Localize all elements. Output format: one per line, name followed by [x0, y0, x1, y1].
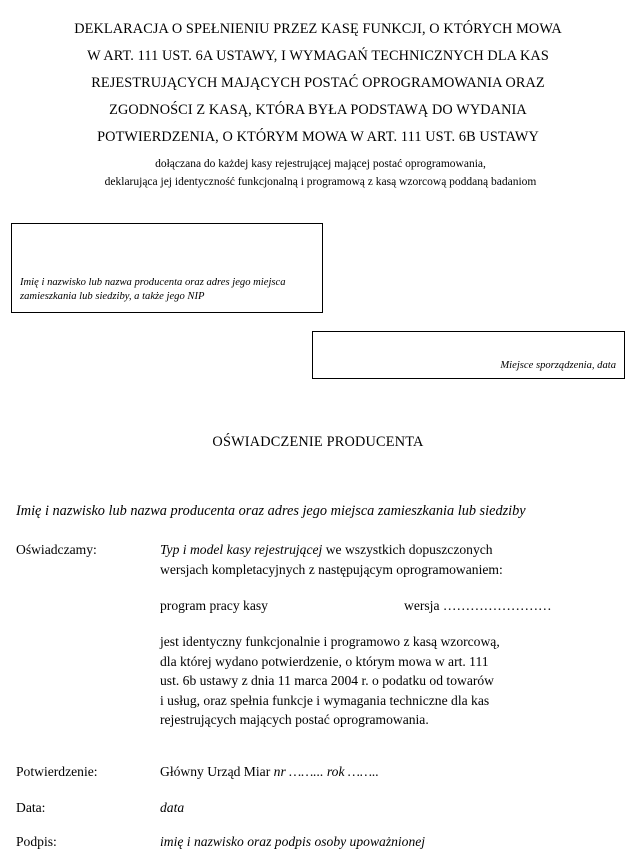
program-row — [16, 596, 620, 616]
declaration-rest: we wszystkich dopuszczonych — [322, 542, 493, 557]
place-date-box-text: Miejsce sporządzenia, data — [500, 360, 616, 371]
producer-info-box-text: Imię i nazwisko lub nazwa producenta oraz adres jego miejsca zamieszkania lub siedziby, a także jego NIP — [20, 277, 286, 302]
identical-paragraph — [160, 632, 620, 730]
program-grid — [160, 596, 620, 616]
subtitle-line-2: deklarująca jej identyczność funkcjonalną i programową z kasą wzorcową poddaną badaniom — [104, 176, 537, 188]
confirmation-authority: Główny Urząd Miar — [160, 764, 274, 779]
declaration-type-model: Typ i model kasy rejestrującej — [160, 542, 323, 557]
signature-value: imię i nazwisko oraz podpis osoby upoważnionej — [160, 834, 426, 849]
date-label: Data: — [16, 800, 46, 815]
producer-info-box — [11, 223, 323, 313]
confirmation-label: Potwierdzenie: — [16, 764, 98, 779]
declaration-value — [160, 540, 620, 579]
document-title — [38, 16, 598, 151]
place-date-box — [312, 331, 625, 379]
identical-line-3: ust. 6b ustawy z dnia 11 marca 2004 r. o podatku od towarów — [160, 673, 494, 688]
program-label: program pracy kasy — [160, 598, 268, 613]
confirmation-value — [160, 762, 620, 782]
identical-line-5: rejestrujących mających postać oprogramowania. — [160, 712, 429, 727]
confirmation-row — [16, 762, 620, 782]
title-line-4: ZGODNOŚCI Z KASĄ, KTÓRA BYŁA PODSTAWĄ DO WYDANIA — [109, 102, 527, 118]
producer-identity-line: Imię i nazwisko lub nazwa producenta oraz adres jego miejsca zamieszkania lub siedziby — [16, 503, 526, 519]
date-value: data — [160, 800, 185, 815]
declaration-label: Oświadczamy: — [16, 542, 97, 557]
declaration-line2: wersjach kompletacyjnych z następującym oprogramowaniem: — [160, 561, 503, 577]
title-line-5: POTWIERDZENIA, O KTÓRYM MOWA W ART. 111 UST. 6B USTAWY — [97, 129, 539, 145]
signature-row — [16, 832, 620, 852]
section-heading: OŚWIADCZENIE PRODUCENTA — [212, 434, 424, 450]
identical-line-4: i usług, oraz spełnia funkcje i wymagania techniczne dla kas — [160, 692, 490, 708]
date-row — [16, 798, 620, 818]
signature-label: Podpis: — [16, 834, 57, 849]
declaration-row — [16, 540, 620, 579]
identical-paragraph-row — [16, 632, 620, 730]
identical-line-1: jest identyczny funkcjonalnie i programowo z kasą wzorcową, — [160, 634, 500, 649]
subtitle-line-1: dołączana do każdej kasy rejestrującej mającej postać oprogramowania, — [155, 158, 486, 170]
program-version-field: wersja …………………… — [404, 598, 552, 613]
title-line-2: W ART. 111 UST. 6A USTAWY, I WYMAGAŃ TECHNICZNYCH DLA KAS — [87, 48, 549, 64]
identical-line-2: dla której wydano potwierdzenie, o którym mowa w art. 111 — [160, 653, 489, 669]
title-line-1: DEKLARACJA O SPEŁNIENIU PRZEZ KASĘ FUNKCJI, O KTÓRYCH MOWA — [74, 21, 562, 37]
document-subtitle — [48, 155, 593, 191]
confirmation-number-year: nr ……... rok …….. — [273, 764, 379, 779]
title-line-3: REJESTRUJĄCYCH MAJĄCYCH POSTAĆ OPROGRAMOWANIA ORAZ — [91, 75, 545, 91]
